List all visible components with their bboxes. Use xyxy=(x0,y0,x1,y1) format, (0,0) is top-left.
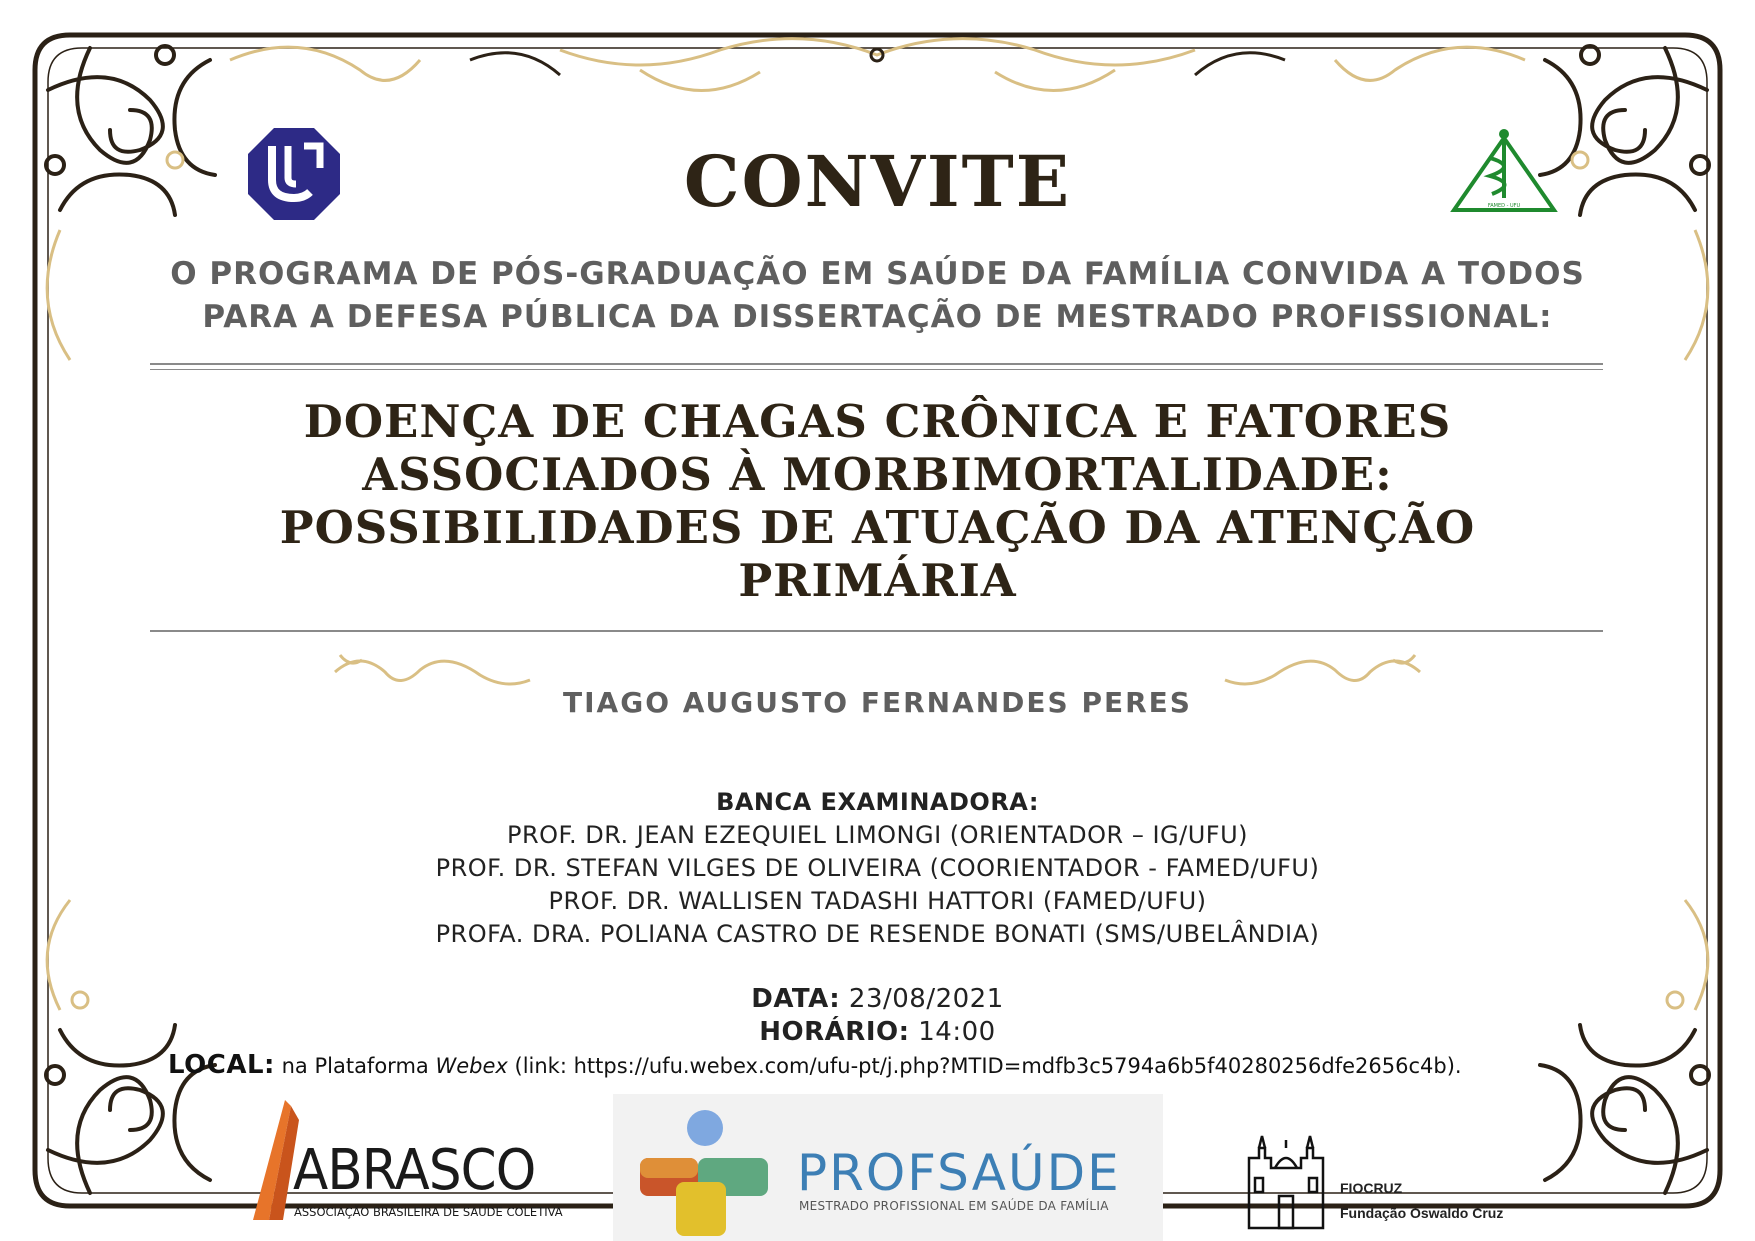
fiocruz-name: FIOCRUZ xyxy=(1340,1180,1403,1196)
location-prefix: na Plataforma xyxy=(281,1054,429,1078)
profsaude-subtitle: MESTRADO PROFISSIONAL EM SAÚDE DA FAMÍLIA xyxy=(799,1199,1109,1213)
location-label: LOCAL: xyxy=(168,1050,275,1080)
intro-line-1: O PROGRAMA DE PÓS-GRADUAÇÃO EM SAÚDE DA FAMÍLIA CONVIDA A TODOS xyxy=(170,256,1585,292)
board-heading: BANCA EXAMINADORA: xyxy=(716,788,1039,816)
thesis-title xyxy=(180,395,1575,607)
board-member: PROFA. DRA. POLIANA CASTRO DE RESENDE BONATI (SMS/UBELÂNDIA) xyxy=(435,920,1320,948)
examining-board xyxy=(200,786,1555,951)
time-line xyxy=(0,1016,1755,1049)
date-line xyxy=(0,983,1755,1016)
author-name: TIAGO AUGUSTO FERNANDES PERES xyxy=(563,686,1192,719)
location-line xyxy=(168,1050,1608,1080)
intro-text xyxy=(120,253,1635,339)
meeting-link[interactable]: (link: https://ufu.webex.com/ufu-pt/j.php?MTID=mdfb3c5794a6b5f40280256dfe2656c4b). xyxy=(514,1054,1462,1078)
abrasco-name: ABRASCO xyxy=(293,1138,536,1203)
thesis-line-1: DOENÇA DE CHAGAS CRÔNICA E FATORES xyxy=(303,395,1452,448)
board-member: PROF. DR. WALLISEN TADASHI HATTORI (FAMED/UFU) xyxy=(548,887,1207,915)
board-member: PROF. DR. JEAN EZEQUIEL LIMONGI (ORIENTADOR – IG/UFU) xyxy=(506,821,1249,849)
date-value: 23/08/2021 xyxy=(848,984,1004,1014)
thesis-line-2: ASSOCIADOS À MORBIMORTALIDADE: xyxy=(362,448,1393,501)
page-title: CONVITE xyxy=(683,140,1072,223)
fiocruz-subtitle: Fundação Oswaldo Cruz xyxy=(1340,1205,1504,1221)
board-member: PROF. DR. STEFAN VILGES DE OLIVEIRA (COORIENTADOR - FAMED/UFU) xyxy=(435,854,1320,882)
intro-line-2: PARA A DEFESA PÚBLICA DA DISSERTAÇÃO DE MESTRADO PROFISSIONAL: xyxy=(202,299,1553,335)
profsaude-name: PROFSAÚDE xyxy=(797,1144,1121,1202)
bottom-rule xyxy=(150,630,1603,632)
abrasco-subtitle: ASSOCIAÇÃO BRASILEIRA DE SAÚDE COLETIVA xyxy=(294,1205,563,1219)
profsaude-logo-icon xyxy=(640,1108,770,1238)
fiocruz-castle-icon xyxy=(1245,1118,1327,1230)
time-label: HORÁRIO: xyxy=(759,1017,910,1047)
top-double-rule xyxy=(150,363,1603,365)
time-value: 14:00 xyxy=(918,1017,996,1047)
top-double-rule-second xyxy=(150,369,1603,370)
schedule xyxy=(0,983,1755,1049)
famed-caption: FAMED - UFU xyxy=(1487,203,1521,209)
location-platform: Webex xyxy=(435,1054,508,1078)
thesis-line-4: PRIMÁRIA xyxy=(738,554,1017,607)
date-label: DATA: xyxy=(751,984,841,1014)
thesis-line-3: POSSIBILIDADES DE ATUAÇÃO DA ATENÇÃO xyxy=(279,501,1476,554)
